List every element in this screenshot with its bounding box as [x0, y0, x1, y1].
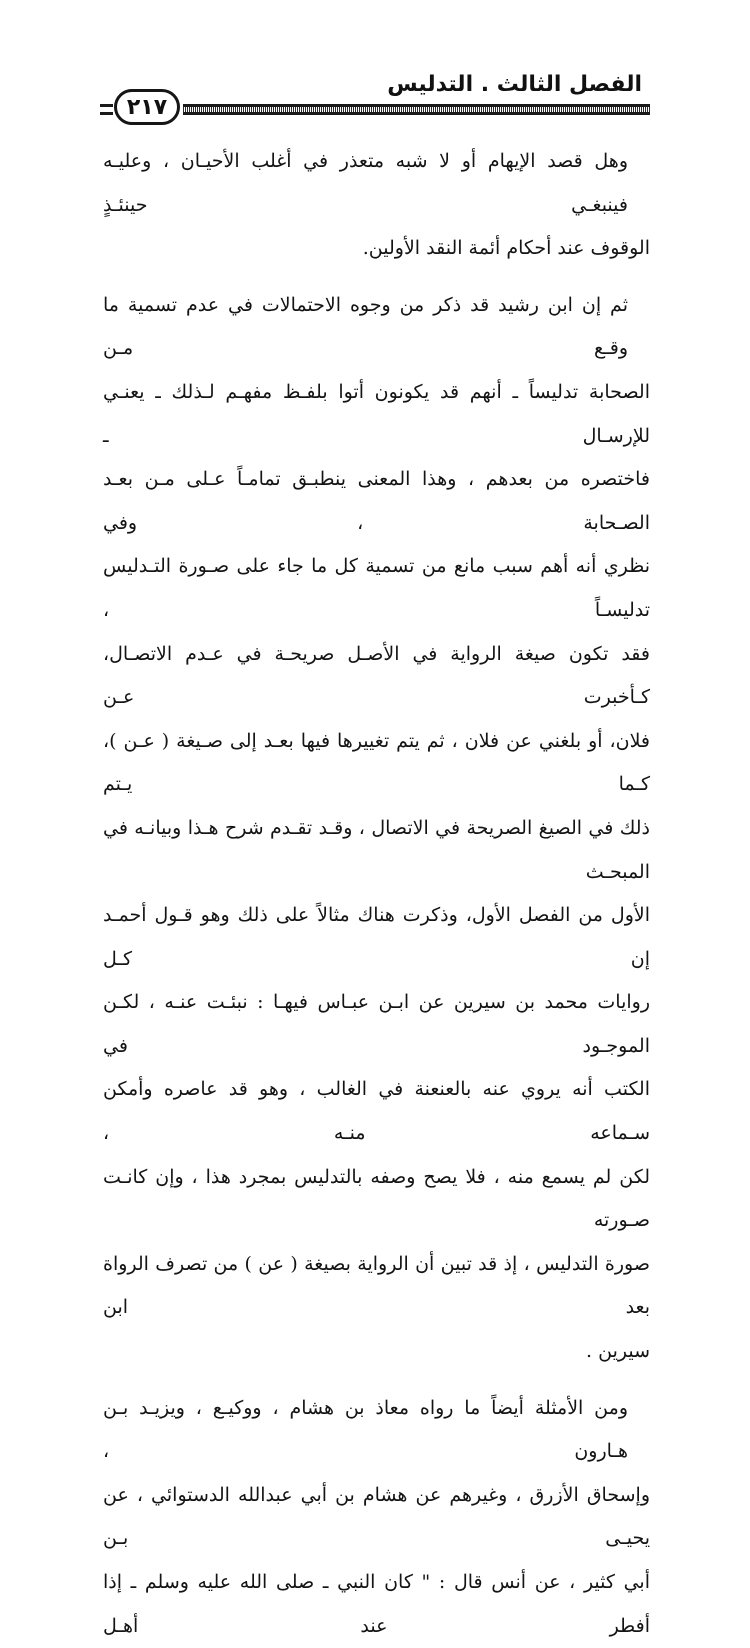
header-rule-left	[100, 104, 113, 115]
text-line: ومن الأمثلة أيضاً ما رواه معاذ بن هشام ، ووكيـع ، ويزيـد بـن هـارون ،	[103, 1396, 628, 1463]
page-number-badge	[114, 89, 180, 125]
text-line: لكن لم يسمع منه ، فلا يصح وصفه بالتدليس بمجرد هذا ، وإن كانـت صـورته	[103, 1165, 650, 1232]
page-number: ٢١٧	[126, 94, 168, 120]
text-line: فلان، أو بلغني عن فلان ، ثم يتم تغييرها فيها بعـد إلى صـيغة ( عـن )، كـما يـتم	[103, 729, 650, 796]
header-rule	[183, 104, 650, 115]
text-line: ثم إن ابن رشيد قد ذكر من وجوه الاحتمالات في عدم تسمية ما وقـع مـن	[103, 293, 628, 360]
text-line: روايات محمد بن سيرين عن ابـن عبـاس فيهـا : نبئـت عنـه ، لكـن الموجـود في	[103, 991, 650, 1057]
chapter-title: الفصل الثالث . التدليس	[387, 72, 642, 97]
text-line: فقد تكون صيغة الرواية في الأصـل صريحـة في عـدم الاتصـال، كـأخبرت عـن	[103, 642, 650, 709]
paragraph-2	[103, 284, 650, 1374]
text-line: الأول من الفصل الأول، وذكرت هناك مثالاً على ذلك وهو قـول أحمـد إن كـل	[103, 904, 650, 970]
paragraph-1	[103, 140, 650, 271]
text-line: سيرين .	[586, 1340, 650, 1363]
body-text	[103, 140, 650, 1648]
text-line: نظري أنه أهم سبب مانع من تسمية كل ما جاء على صـورة التـدليس تدليسـاً ،	[103, 555, 650, 621]
text-line: الوقوف عند أحكام أئمة النقد الأولين.	[362, 237, 650, 260]
text-line: أبي كثير ، عن أنس قال : " كان النبي ـ صلى الله عليه وسلم ـ إذا أفطر عند أهـل	[103, 1571, 650, 1637]
text-line: وهل قصد الإيهام أو لا شبه متعذر في أغلب الأحيـان ، وعليـه فينبغـي حينئـذٍ	[103, 150, 628, 216]
text-line: الكتب أنه يروي عنه بالعنعنة في الغالب ، وهو قد عاصره وأمكن سـماعه منـه ،	[103, 1078, 650, 1145]
text-line: وإسحاق الأزرق ، وغيرهم عن هشام بن أبي عبدالله الدستوائي ، عن يحيـى بـن	[103, 1483, 650, 1550]
text-line: الصحابة تدليساً ـ أنهم قد يكونون أتوا بلفـظ مفهـم لـذلك ـ يعنـي للإرسـال ـ	[103, 380, 650, 447]
text-line: ذلك في الصيغ الصريحة في الاتصال ، وقـد تقـدم شرح هـذا وبيانـه في المبحـث	[103, 816, 650, 883]
text-line: فاختصره من بعدهم ، وهذا المعنى ينطبـق تمامـاً عـلى مـن بعـد الصـحابة ، وفي	[103, 468, 650, 534]
paragraph-3	[103, 1387, 650, 1648]
text-line: صورة التدليس ، إذ قد تبين أن الرواية بصيغة ( عن ) من تصرف الرواة بعد ابن	[103, 1252, 650, 1319]
